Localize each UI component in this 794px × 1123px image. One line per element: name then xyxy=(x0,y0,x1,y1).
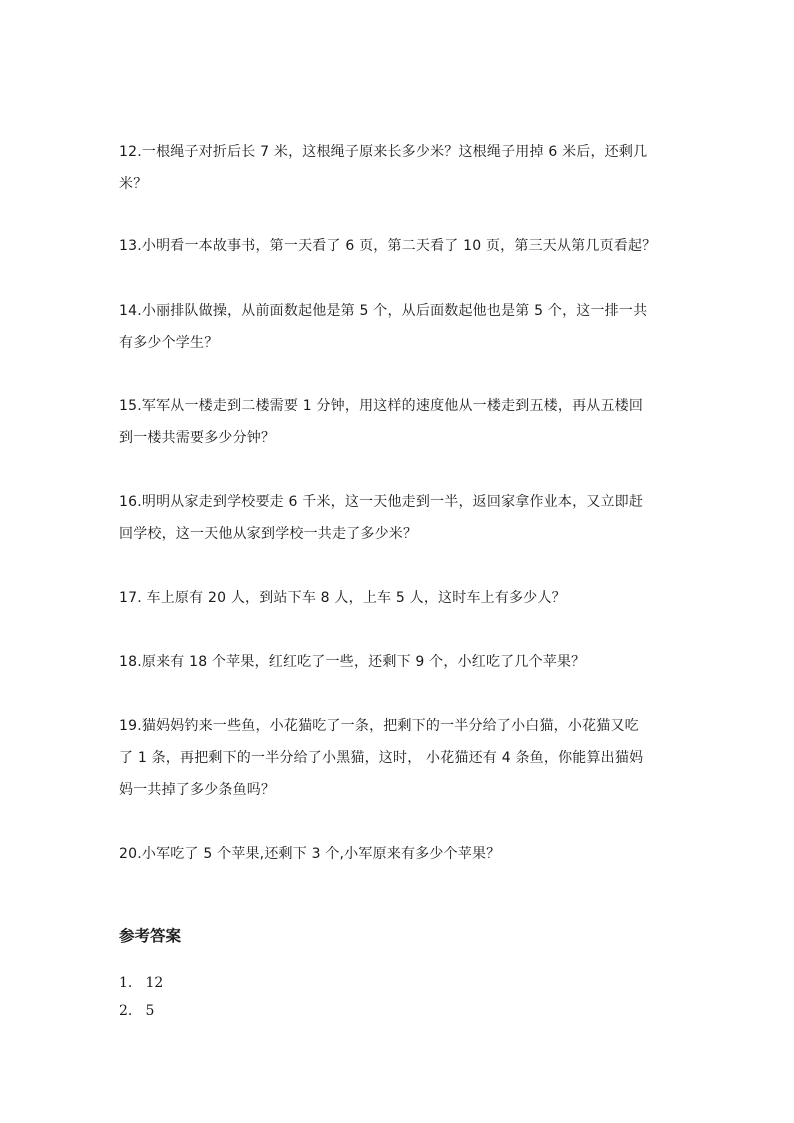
question-20 xyxy=(119,838,679,870)
answers-heading: 参考答案 xyxy=(119,927,182,945)
question-line: 13.小明看一本故事书，第一天看了 6 页，第二天看了 10 页，第三天从第几页看起？ xyxy=(119,238,657,254)
question-line: 12.一根绳子对折后长 7 米，这根绳子原来长多少米？这根绳子用掉 6 米后，还剩几 xyxy=(119,144,648,160)
question-line: 回学校，这一天他从家到学校一共走了多少米？ xyxy=(119,526,418,542)
question-line: 米？ xyxy=(119,176,148,192)
question-line: 了 1 条，再把剩下的一半分给了小黑猫，这时， 小花猫还有 4 条鱼，你能算出猫妈 xyxy=(119,750,644,766)
question-line: 有多少个学生？ xyxy=(119,335,219,351)
question-line: 20.小军吃了 5 个苹果,还剩下 3 个,小军原来有多少个苹果？ xyxy=(119,846,501,862)
question-line: 19.猫妈妈钓来一些鱼，小花猫吃了一条，把剩下的一半分给了小白猫，小花猫又吃 xyxy=(119,718,639,734)
answer-number: 2. xyxy=(119,1003,133,1019)
question-17 xyxy=(119,582,679,614)
question-line: 15.军军从一楼走到二楼需要 1 分钟，用这样的速度他从一楼走到五楼，再从五楼回 xyxy=(119,398,644,414)
question-13 xyxy=(119,230,679,262)
answer-value: 12 xyxy=(145,975,164,991)
question-16 xyxy=(119,486,679,550)
question-12 xyxy=(119,136,679,200)
question-line: 14.小丽排队做操，从前面数起他是第 5 个，从后面数起他也是第 5 个，这一排一共 xyxy=(119,303,648,319)
question-19 xyxy=(119,710,679,806)
answer-value: 5 xyxy=(145,1003,155,1019)
question-18 xyxy=(119,646,679,678)
question-line: 到一楼共需要多少分钟？ xyxy=(119,430,276,446)
answer-item xyxy=(119,975,163,991)
question-14 xyxy=(119,295,679,359)
question-line: 18.原来有 18 个苹果，红红吃了一些，还剩下 9 个，小红吃了几个苹果？ xyxy=(119,654,586,670)
question-line: 17. 车上原有 20 人，到站下车 8 人，上车 5 人，这时车上有多少人？ xyxy=(119,590,566,606)
answer-item xyxy=(119,1003,154,1019)
question-15 xyxy=(119,390,679,454)
question-line: 16.明明从家走到学校要走 6 千米，这一天他走到一半，返回家拿作业本，又立即赶 xyxy=(119,494,644,510)
answer-number: 1. xyxy=(119,975,133,991)
question-line: 妈一共掉了多少条鱼吗？ xyxy=(119,782,276,798)
